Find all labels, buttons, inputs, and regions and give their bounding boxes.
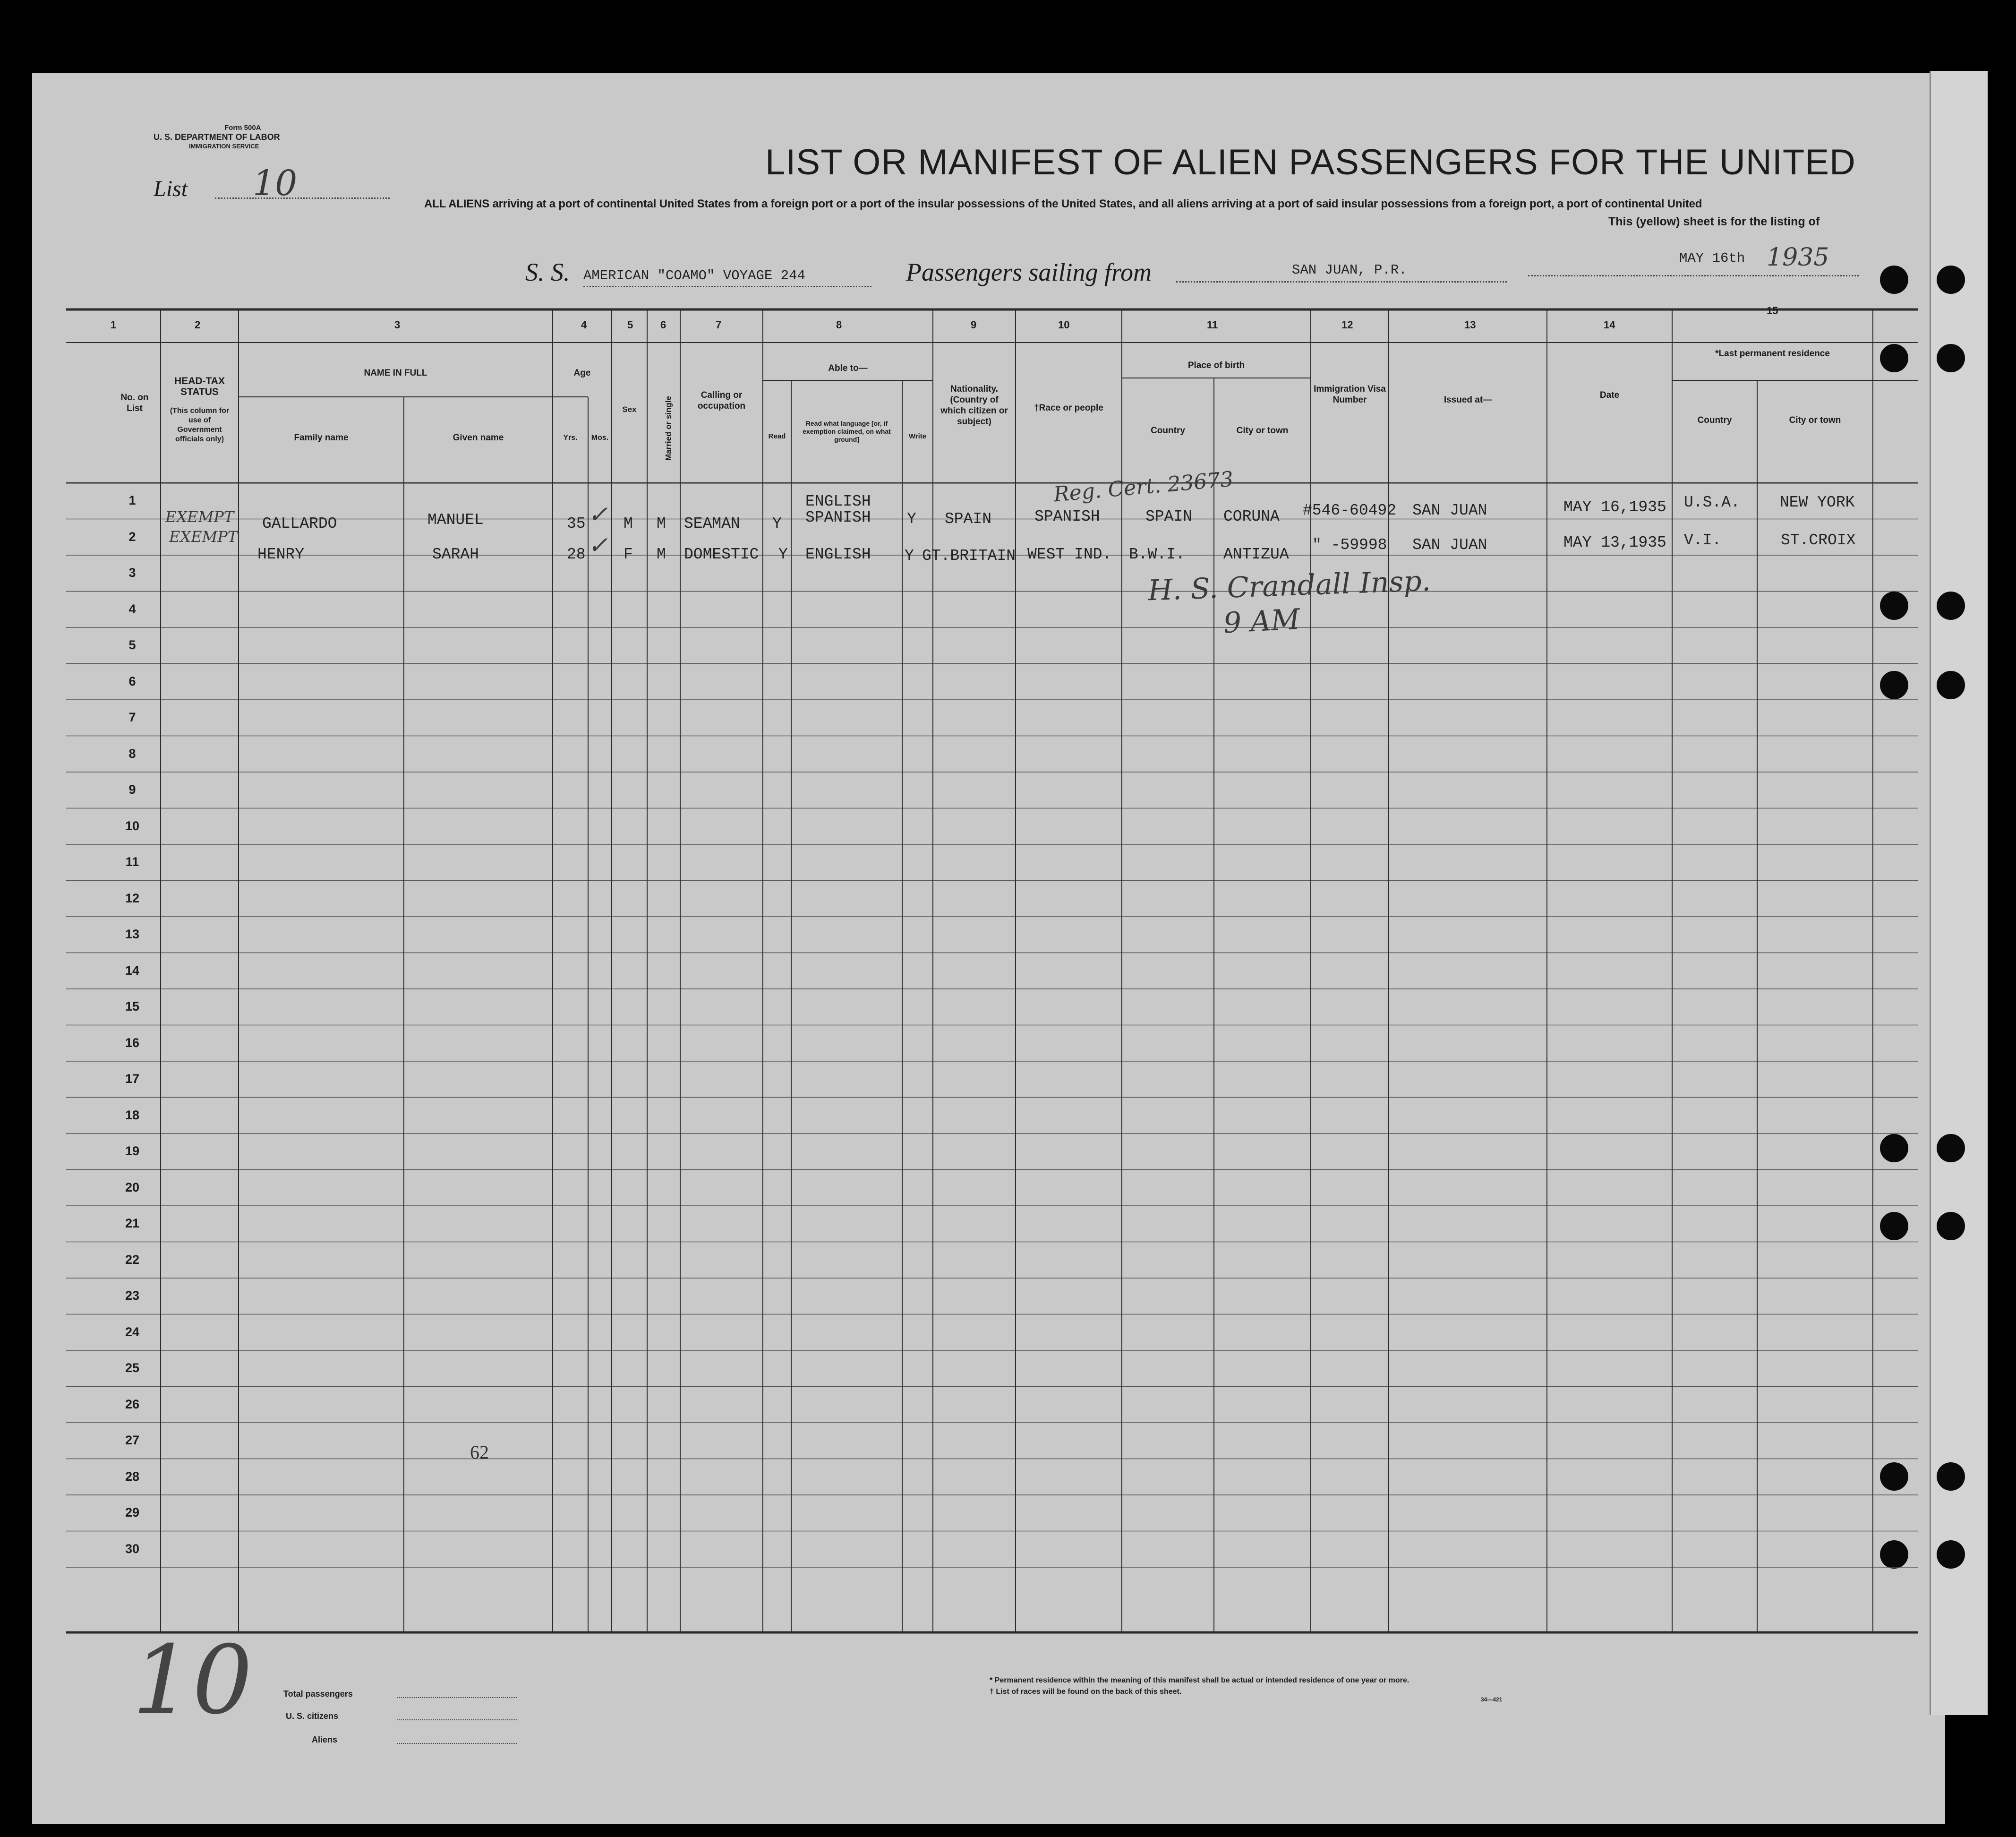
row-number: 24	[125, 1324, 140, 1339]
header-write: Write	[908, 432, 927, 440]
stamp-number: 62	[470, 1442, 489, 1463]
check-mark-icon: ✓	[588, 532, 608, 559]
language: ENGLISH	[805, 546, 871, 563]
margin-number: 10	[132, 1625, 253, 1735]
header-no-on-list: No. on List	[120, 393, 149, 413]
column-number: 3	[394, 319, 401, 331]
header-res-country: Country	[1697, 415, 1732, 425]
row-number: 10	[125, 818, 140, 833]
row-number: 7	[128, 710, 136, 725]
header-race: †Race or people	[1034, 403, 1103, 413]
visa-number: " -59998	[1312, 536, 1387, 554]
issue-date: MAY 13,1935	[1563, 534, 1666, 551]
print-code: 34—421	[1481, 1696, 1503, 1703]
nationality: GT.BRITAIN	[922, 547, 1016, 565]
header-head-tax-note: (This column for use of Government officials only)	[170, 407, 230, 443]
header-able-to: Able to—	[828, 363, 868, 373]
row-number: 9	[128, 782, 136, 797]
residence-city: NEW YORK	[1780, 494, 1855, 511]
row-number: 6	[128, 674, 136, 688]
header-read: Read	[768, 432, 786, 440]
residence-city: ST.CROIX	[1781, 532, 1856, 549]
row-number: 22	[125, 1252, 140, 1267]
footnote-races: † List of races will be found on the back of this sheet.	[990, 1688, 1182, 1696]
column-number: 2	[195, 319, 201, 331]
aliens-line	[397, 1743, 517, 1744]
department-label: U. S. DEPARTMENT OF LABOR	[154, 132, 280, 142]
birth-country: B.W.I.	[1129, 546, 1185, 563]
row-number: 29	[125, 1505, 140, 1520]
row-number: 15	[125, 999, 140, 1014]
family-name: HENRY	[257, 546, 305, 563]
row-number: 28	[125, 1469, 140, 1484]
married-status: M	[657, 546, 666, 563]
form-number: Form 500A	[224, 124, 261, 132]
row-number: 13	[125, 927, 140, 942]
row-number: 2	[128, 529, 136, 544]
write: Y	[905, 547, 914, 565]
residence-country: V.I.	[1684, 532, 1722, 549]
header-last-residence: *Last permanent residence	[1715, 349, 1830, 359]
race: WEST IND.	[1027, 546, 1112, 563]
row-number: 23	[125, 1288, 140, 1303]
calling: SEAMAN	[684, 515, 740, 532]
total-passengers-line	[397, 1697, 517, 1698]
column-number: 8	[836, 319, 842, 331]
issue-date: MAY 16,1935	[1563, 498, 1666, 516]
head-tax-status: EXEMPT	[165, 508, 234, 526]
list-label: List	[154, 176, 188, 201]
read: Y	[778, 546, 788, 563]
header-mos: Mos.	[591, 434, 609, 442]
birth-city: ANTIZUA	[1223, 546, 1289, 563]
header-head-tax: HEAD-TAX STATUS	[174, 376, 225, 397]
row-number: 1	[128, 493, 136, 508]
list-number: 10	[253, 163, 298, 204]
column-number: 13	[1464, 319, 1476, 331]
family-name: GALLARDO	[262, 515, 337, 532]
us-citizens-label: U. S. citizens	[286, 1711, 339, 1721]
visa-number: #546-60492	[1303, 502, 1397, 519]
issued-at: SAN JUAN	[1412, 536, 1487, 554]
header-calling: Calling or occupation	[697, 390, 746, 411]
header-place-of-birth: Place of birth	[1187, 361, 1245, 370]
row-number: 26	[125, 1397, 140, 1411]
header-family-name: Family name	[294, 433, 349, 443]
header-issued-at: Issued at—	[1444, 395, 1492, 405]
time-annotation: 9 AM	[1222, 602, 1301, 640]
header-read-what: Read what language [or, if exemption claimed, on what ground]	[803, 420, 891, 443]
date-typed: MAY 16th	[1679, 250, 1745, 266]
header-nationality: Nationality. (Country of which citizen or subject)	[940, 384, 1008, 427]
residence-country: U.S.A.	[1684, 494, 1740, 511]
page-title: LIST OR MANIFEST OF ALIEN PASSENGERS FOR THE UNITED	[765, 142, 1856, 182]
calling: DOMESTIC	[684, 546, 759, 563]
column-number: 12	[1341, 319, 1353, 331]
column-number: 9	[971, 319, 977, 331]
ship-name: AMERICAN "COAMO" VOYAGE 244	[583, 268, 805, 283]
column-number: 7	[716, 319, 722, 331]
subtitle-line2: This (yellow) sheet is for the listing of	[1608, 215, 1820, 228]
column-number: 1	[110, 319, 117, 331]
nationality: SPAIN	[945, 510, 992, 528]
column-number: 15	[1767, 305, 1778, 317]
given-name: SARAH	[432, 546, 479, 563]
row-number: 12	[125, 891, 140, 905]
age-years: 28	[567, 546, 586, 563]
race: SPANISH	[1034, 508, 1100, 525]
read: Y	[772, 515, 782, 532]
birth-city: CORUNA	[1223, 508, 1280, 525]
sex: F	[624, 546, 633, 563]
column-number: 4	[581, 319, 587, 331]
column-number: 10	[1058, 319, 1070, 331]
header-sex: Sex	[622, 405, 637, 414]
row-number: 11	[125, 855, 139, 869]
column-number: 5	[627, 319, 633, 331]
row-number: 16	[125, 1035, 140, 1050]
header-visa: Immigration Visa Number	[1314, 384, 1386, 405]
service-label: IMMIGRATION SERVICE	[189, 143, 259, 150]
age-years: 35	[567, 515, 586, 532]
port-name: SAN JUAN, P.R.	[1292, 262, 1407, 278]
row-number: 18	[125, 1107, 140, 1122]
language: ENGLISH SPANISH	[805, 493, 871, 526]
header-given-name: Given name	[453, 433, 504, 443]
reg-cert-annotation: Reg. Cert. 23673	[1052, 467, 1235, 507]
subtitle-line1: ALL ALIENS arriving at a port of continental United States from a foreign port or a port of the insular possessions of the United States, and all aliens arriving at a port of said insular possessions from a foreign port, a port of continental United	[424, 197, 1702, 210]
header-res-city: City or town	[1789, 415, 1841, 425]
column-number: 11	[1207, 319, 1218, 331]
footnote-residence: * Permanent residence within the meaning of this manifest shall be actual or intended residence of one year or more.	[990, 1676, 1409, 1684]
issued-at: SAN JUAN	[1412, 502, 1487, 519]
header-date: Date	[1599, 390, 1620, 400]
header-married: Married or single	[664, 396, 673, 461]
aliens-label: Aliens	[312, 1735, 338, 1744]
row-number: 21	[125, 1216, 140, 1231]
head-tax-status: EXEMPT	[169, 528, 238, 546]
row-number: 19	[125, 1144, 140, 1159]
year: 1935	[1767, 243, 1829, 272]
row-number: 4	[128, 601, 136, 616]
write: Y	[907, 510, 916, 528]
row-number: 17	[125, 1072, 140, 1086]
given-name: MANUEL	[427, 511, 484, 529]
row-number: 5	[128, 638, 136, 652]
inspector-signature: H. S. Crandall Insp.	[1147, 564, 1431, 608]
row-number: 8	[128, 746, 136, 761]
row-number: 30	[125, 1541, 140, 1556]
total-passengers-label: Total passengers	[283, 1689, 353, 1699]
header-age: Age	[573, 368, 591, 378]
us-citizens-line	[397, 1719, 517, 1720]
check-mark-icon: ✓	[588, 501, 608, 528]
header-birth-country: Country	[1151, 426, 1185, 436]
married-status: M	[657, 515, 666, 532]
birth-country: SPAIN	[1145, 508, 1193, 525]
row-number: 27	[125, 1433, 140, 1448]
sailing-label: Passengers sailing from	[906, 258, 1152, 286]
column-number: 14	[1604, 319, 1615, 331]
row-number: 25	[125, 1361, 140, 1375]
sex: M	[624, 515, 633, 532]
header-birth-city: City or town	[1236, 426, 1289, 436]
row-number: 20	[125, 1180, 140, 1194]
header-yrs: Yrs.	[563, 434, 578, 442]
row-number: 3	[128, 566, 136, 580]
ss-label: S. S.	[525, 258, 570, 286]
row-number: 14	[125, 963, 140, 978]
header-name-in-full: NAME IN FULL	[364, 368, 427, 378]
column-number: 6	[660, 319, 666, 331]
